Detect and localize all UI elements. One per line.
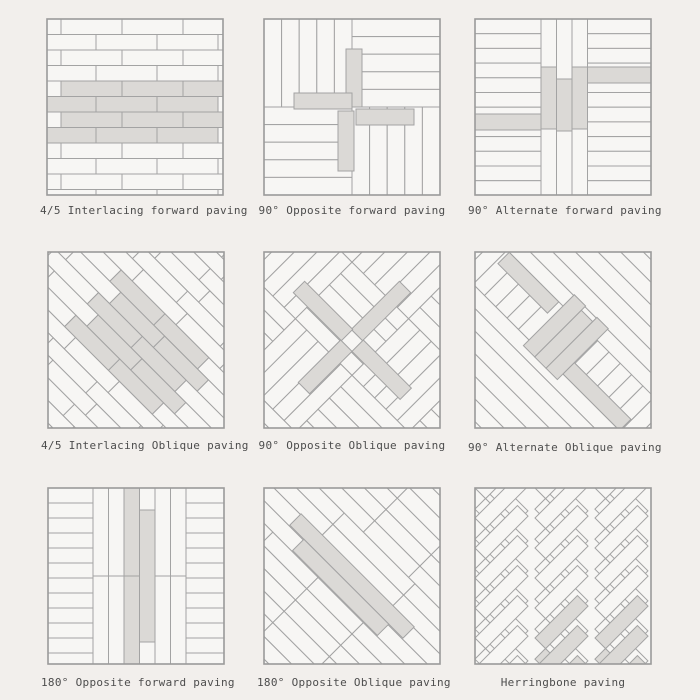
interlacing-oblique-diagram bbox=[41, 245, 231, 435]
tile-plank bbox=[655, 656, 658, 671]
tile-plank bbox=[655, 596, 658, 649]
highlight-plank bbox=[140, 510, 156, 642]
interlacing-forward-label: 4/5 Interlacing forward paving bbox=[40, 204, 248, 217]
highlight-plank bbox=[40, 128, 96, 144]
tile-plank bbox=[654, 431, 658, 435]
tile-plank bbox=[655, 559, 658, 612]
tile-plank bbox=[587, 151, 651, 166]
tile-plank bbox=[307, 668, 364, 671]
pattern-alternate-oblique-90 bbox=[468, 245, 662, 460]
tile-plank bbox=[655, 499, 658, 552]
tile-plank bbox=[655, 649, 658, 672]
highlight-plank bbox=[124, 488, 140, 576]
opposite-forward-180-diagram bbox=[41, 481, 231, 671]
tile-plank bbox=[468, 245, 473, 250]
tile-plank bbox=[443, 387, 447, 435]
tile-plank bbox=[352, 72, 440, 90]
highlight-plank bbox=[61, 81, 122, 97]
pattern-opposite-oblique-180 bbox=[257, 481, 451, 696]
pattern-herringbone bbox=[468, 481, 658, 696]
highlight-plank bbox=[96, 128, 157, 144]
tile-plank bbox=[475, 137, 541, 152]
tile-plank bbox=[40, 159, 96, 175]
tile-plank bbox=[257, 409, 261, 435]
pattern-interlacing-oblique bbox=[41, 245, 249, 460]
tile-plank bbox=[363, 481, 420, 487]
highlight-plank bbox=[124, 576, 140, 664]
tile-plank bbox=[218, 66, 230, 82]
opposite-oblique-180-label: 180° Opposite Oblique paving bbox=[257, 676, 451, 689]
tile-plank bbox=[475, 166, 541, 181]
tile-plank bbox=[443, 481, 447, 498]
opposite-oblique-90-diagram bbox=[257, 245, 447, 435]
opposite-forward-90-label: 90° Opposite forward paving bbox=[258, 204, 446, 217]
tile-plank bbox=[352, 19, 440, 37]
tile-plank bbox=[40, 174, 61, 190]
tile-plank bbox=[422, 107, 440, 195]
tile-plank bbox=[475, 19, 541, 34]
tile-plank bbox=[655, 536, 658, 589]
highlight-plank bbox=[294, 93, 352, 109]
pattern-opposite-forward-180 bbox=[41, 481, 235, 696]
tile-plank bbox=[655, 481, 658, 529]
tile-plank bbox=[40, 35, 96, 51]
tile-plank bbox=[475, 93, 541, 108]
tile-plank bbox=[587, 19, 651, 34]
tile-plank bbox=[655, 506, 658, 559]
tile-plank bbox=[475, 151, 541, 166]
highlight-plank bbox=[61, 112, 122, 128]
tile-plank bbox=[157, 35, 218, 51]
tile-plank bbox=[109, 488, 125, 576]
tile-plank bbox=[587, 137, 651, 152]
tile-plank bbox=[475, 181, 541, 196]
tile-plank bbox=[40, 66, 96, 82]
tile-plank bbox=[218, 128, 230, 144]
highlight-plank bbox=[356, 109, 414, 125]
tile-plank bbox=[96, 159, 157, 175]
tile-plank bbox=[155, 488, 171, 576]
opposite-forward-90-diagram bbox=[257, 12, 447, 202]
tile-plank bbox=[171, 488, 187, 576]
tile-plank bbox=[171, 576, 187, 664]
tile-plank bbox=[655, 529, 658, 582]
alternate-oblique-90-diagram bbox=[468, 245, 658, 435]
tile-plank bbox=[352, 54, 440, 72]
tile-plank bbox=[257, 589, 261, 646]
tile-plank bbox=[257, 296, 261, 364]
highlight-plank bbox=[157, 97, 218, 113]
tile-plank bbox=[587, 34, 651, 49]
pattern-opposite-oblique-90 bbox=[257, 245, 447, 460]
opposite-oblique-90-label: 90° Opposite Oblique paving bbox=[258, 439, 446, 452]
tile-plank bbox=[352, 432, 420, 435]
tile-plank bbox=[257, 432, 307, 435]
tile-plank bbox=[40, 50, 61, 66]
opposite-oblique-180-diagram bbox=[257, 481, 447, 671]
tile-plank bbox=[157, 66, 218, 82]
tile-plank bbox=[475, 34, 541, 49]
interlacing-forward-diagram bbox=[40, 12, 230, 202]
highlight-plank bbox=[475, 114, 541, 130]
tile-plank bbox=[93, 576, 109, 664]
pattern-alternate-forward-90 bbox=[468, 12, 662, 227]
highlight-plank bbox=[40, 97, 96, 113]
tile-plank bbox=[40, 112, 61, 128]
tile-plank bbox=[122, 143, 183, 159]
tile-plank bbox=[352, 37, 440, 55]
tile-plank bbox=[655, 566, 658, 619]
pattern-interlacing-forward bbox=[40, 12, 248, 227]
tile-plank bbox=[157, 159, 218, 175]
highlight-plank bbox=[541, 67, 557, 129]
highlight-plank bbox=[338, 111, 354, 171]
tile-plank bbox=[96, 66, 157, 82]
tile-plank bbox=[257, 668, 273, 671]
tile-plank bbox=[264, 19, 282, 107]
highlight-plank bbox=[557, 79, 573, 131]
tile-plank bbox=[655, 481, 658, 499]
tile-plank bbox=[40, 19, 61, 35]
tile-plank bbox=[587, 93, 651, 108]
tile-plank bbox=[655, 626, 658, 671]
tile-plank bbox=[655, 481, 658, 492]
tile-plank bbox=[122, 19, 183, 35]
highlight-plank bbox=[96, 97, 157, 113]
highlight-plank bbox=[122, 81, 183, 97]
opposite-forward-180-label: 180° Opposite forward paving bbox=[41, 676, 235, 689]
tile-plank bbox=[352, 89, 440, 107]
tile-plank bbox=[655, 589, 658, 642]
tile-plank bbox=[475, 63, 541, 78]
tile-plank bbox=[61, 143, 122, 159]
tile-plank bbox=[96, 35, 157, 51]
alternate-forward-90-label: 90° Alternate forward paving bbox=[468, 204, 662, 217]
interlacing-oblique-label: 4/5 Interlacing Oblique paving bbox=[41, 439, 249, 452]
tile-plank bbox=[264, 177, 352, 195]
tile-plank bbox=[587, 166, 651, 181]
herringbone-diagram bbox=[468, 481, 658, 671]
highlight-plank bbox=[122, 112, 183, 128]
tile-plank bbox=[655, 619, 658, 672]
tile-plank bbox=[587, 122, 651, 137]
tile-plank bbox=[420, 245, 447, 251]
tile-plank bbox=[257, 245, 261, 251]
pattern-opposite-forward-90 bbox=[257, 12, 447, 227]
tile-plank bbox=[218, 35, 230, 51]
tile-plank bbox=[218, 97, 230, 113]
tile-plank bbox=[218, 159, 230, 175]
tile-plank bbox=[397, 668, 447, 671]
tile-plank bbox=[587, 48, 651, 63]
tile-plank bbox=[307, 245, 375, 251]
tile-plank bbox=[40, 143, 61, 159]
highlight-plank bbox=[157, 128, 218, 144]
tile-plank bbox=[61, 50, 122, 66]
tile-plank bbox=[122, 174, 183, 190]
tile-plank bbox=[122, 50, 183, 66]
tile-plank bbox=[61, 19, 122, 35]
tile-plank bbox=[587, 181, 651, 196]
tile-plank bbox=[93, 488, 109, 576]
tile-plank bbox=[155, 576, 171, 664]
tile-plank bbox=[273, 481, 330, 487]
tile-plank bbox=[475, 48, 541, 63]
tile-plank bbox=[109, 576, 125, 664]
tile-plank bbox=[40, 81, 61, 97]
tile-plank bbox=[655, 481, 658, 522]
highlight-plank bbox=[572, 67, 588, 129]
tile-plank bbox=[443, 274, 447, 342]
tile-plank bbox=[257, 498, 261, 555]
tile-plank bbox=[443, 532, 447, 589]
tile-plank bbox=[587, 107, 651, 122]
herringbone-label: Herringbone paving bbox=[500, 676, 626, 689]
tile-plank bbox=[61, 174, 122, 190]
highlight-plank bbox=[587, 67, 651, 83]
alternate-oblique-90-label: 90° Alternate Oblique paving bbox=[468, 441, 662, 454]
alternate-forward-90-diagram bbox=[468, 12, 658, 202]
tile-plank bbox=[475, 78, 541, 93]
